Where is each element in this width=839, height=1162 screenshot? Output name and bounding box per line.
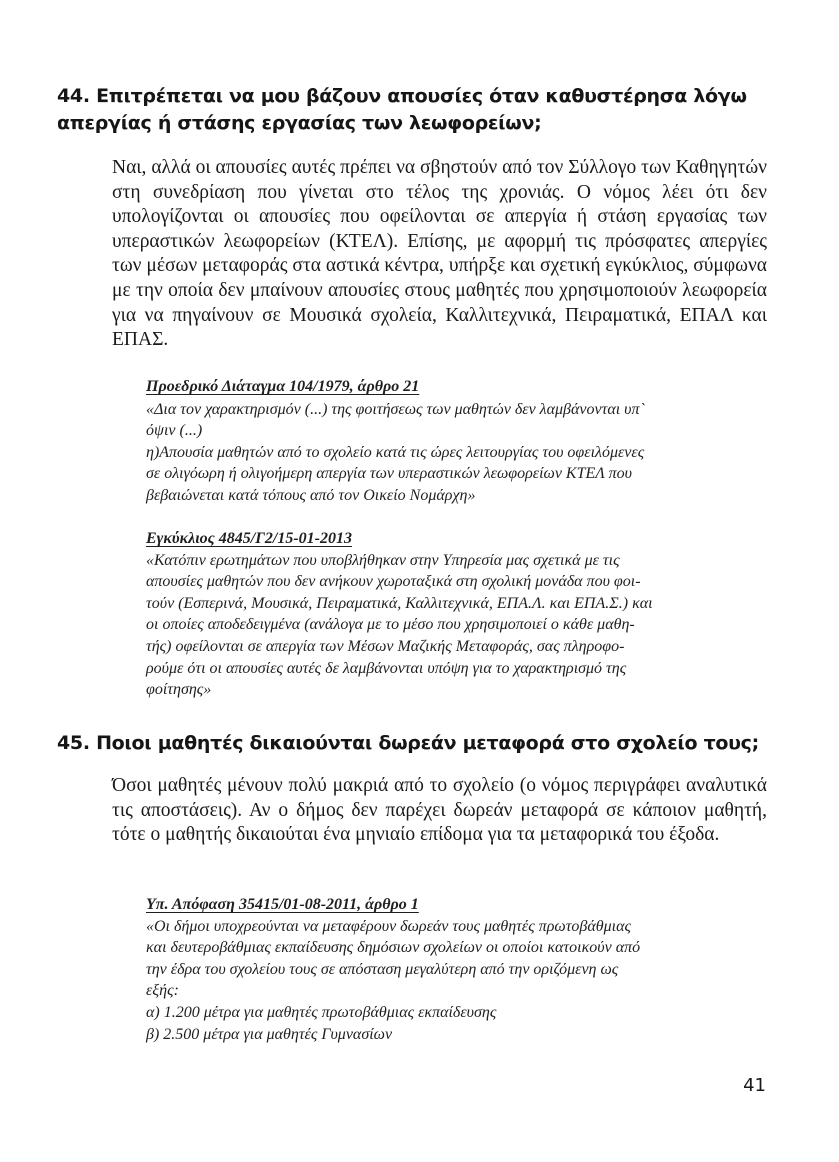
reference-line: σε ολιγόωρη ή ολιγοήμερη απεργία των υπεραστικών λεωφορείων ΚΤΕΛ που [146, 465, 633, 483]
reference-line: φοίτησης» [146, 681, 212, 699]
reference-line: όψιν (...) [146, 422, 203, 440]
reference-line: βεβαιώνεται κατά τόπους από τον Οικείο Νομάρχη» [146, 486, 476, 504]
reference-line: εξής: [146, 982, 179, 1000]
section-body-45: Όσοι μαθητές μένουν πολύ μακριά από το σχολείο (ο νόμος περιγράφει αναλυτικά τις αποστάσεις). Αν ο δήμος δεν παρέχει δωρεάν μεταφορά σε κάποιον μαθητή, τότε ο μαθητής δικαιούται ένα μηνιαίο επίδομα για τα μεταφορικά του έξοδα. [112, 775, 767, 846]
section-heading-45: 45. Ποιοι μαθητές δικαιούνται δωρεάν μεταφορά στο σχολείο τους; [57, 732, 759, 754]
reference-title: Εγκύκλιος 4845/Γ2/15-01-2013 [146, 530, 353, 547]
reference-title: Προεδρικό Διάταγμα 104/1979, άρθρο 21 [146, 378, 420, 395]
reference-line: τούν (Εσπερινά, Μουσικά, Πειραματικά, Καλλιτεχνικά, ΕΠΑ.Λ. και ΕΠΑ.Σ.) και [146, 594, 653, 612]
reference-line: α) 1.200 μέτρα για μαθητές πρωτοβάθμιας εκπαίδευσης [146, 1003, 497, 1021]
reference-line: «Οι δήμοι υποχρεούνται να μεταφέρουν δωρεάν τους μαθητές πρωτοβάθμιας [146, 917, 632, 935]
section-body-44: Ναι, αλλά οι απουσίες αυτές πρέπει να σβηστούν από τον Σύλλογο των Καθηγητών στη συνεδρίαση που γίνεται στο τέλος της χρονιάς. Ο νόμος λέει ότι δεν υπολογίζονται οι απουσίες που οφείλονται σε απεργία ή στάση εργασίας των υπεραστικών λεωφορείων (ΚΤΕΛ). Επίσης, με αφορμή τις πρόσφατες απεργίες των μέσων μεταφοράς στα αστικά κέντρα, υπήρξε και σχετική εγκύκλιος, σύμφωνα με την οποία δεν μπαίνουν απουσίες στους μαθητές που χρησιμοποιούν λεωφορεία για να πηγαίνουν σε Μουσικά σχολεία, Καλλιτεχνικά, Πειραματικά, ΕΠΑΛ και ΕΠΑΣ. [112, 157, 767, 351]
law-reference-circular-4845 [146, 528, 726, 701]
law-reference-pd-104-1979 [146, 376, 726, 507]
reference-line: την έδρα του σχολείου τους σε απόσταση μεγαλύτερη από την οριζόμενη ως [146, 960, 619, 978]
reference-line: τής) οφείλονται σε απεργία των Μέσων Μαζικής Μεταφοράς, σας πληροφο- [146, 637, 625, 655]
page-number: 41 [743, 1075, 766, 1096]
law-reference-decision-35415 [146, 894, 726, 1045]
reference-line: απουσίες μαθητών που δεν ανήκουν χωροταξικά στη σχολική μονάδα που φοι- [146, 573, 641, 591]
reference-line: «Δια τον χαρακτηρισμόν (...) της φοιτήσεως των μαθητών δεν λαμβάνονται υπ` [146, 400, 645, 418]
reference-title: Υπ. Απόφαση 35415/01-08-2011, άρθρο 1 [146, 896, 419, 913]
reference-line: η)Απουσία μαθητών από το σχολείο κατά τις ώρες λειτουργίας του οφειλόμενες [146, 443, 645, 461]
reference-line: και δευτεροβάθμιας εκπαίδευσης δημόσιων σχολείων οι οποίοι κατοικούν από [146, 939, 641, 957]
reference-line: β) 2.500 μέτρα για μαθητές Γυμνασίων [146, 1025, 393, 1043]
section-heading-44: 44. Επιτρέπεται να μου βάζουν απουσίες όταν καθυστέρησα λόγω απεργίας ή στάσης εργασίας των λεωφορείων; [57, 85, 747, 134]
reference-line: «Κατόπιν ερωτημάτων που υποβλήθηκαν στην Υπηρεσία μας σχετικά με τις [146, 551, 620, 569]
reference-line: οι οποίες αποδεδειγμένα (ανάλογα με το μέσο που χρησιμοποιεί ο κάθε μαθη- [146, 616, 635, 634]
reference-line: ρούμε ότι οι απουσίες αυτές δε λαμβάνονται υπόψη για το χαρακτηρισμό της [146, 659, 627, 677]
